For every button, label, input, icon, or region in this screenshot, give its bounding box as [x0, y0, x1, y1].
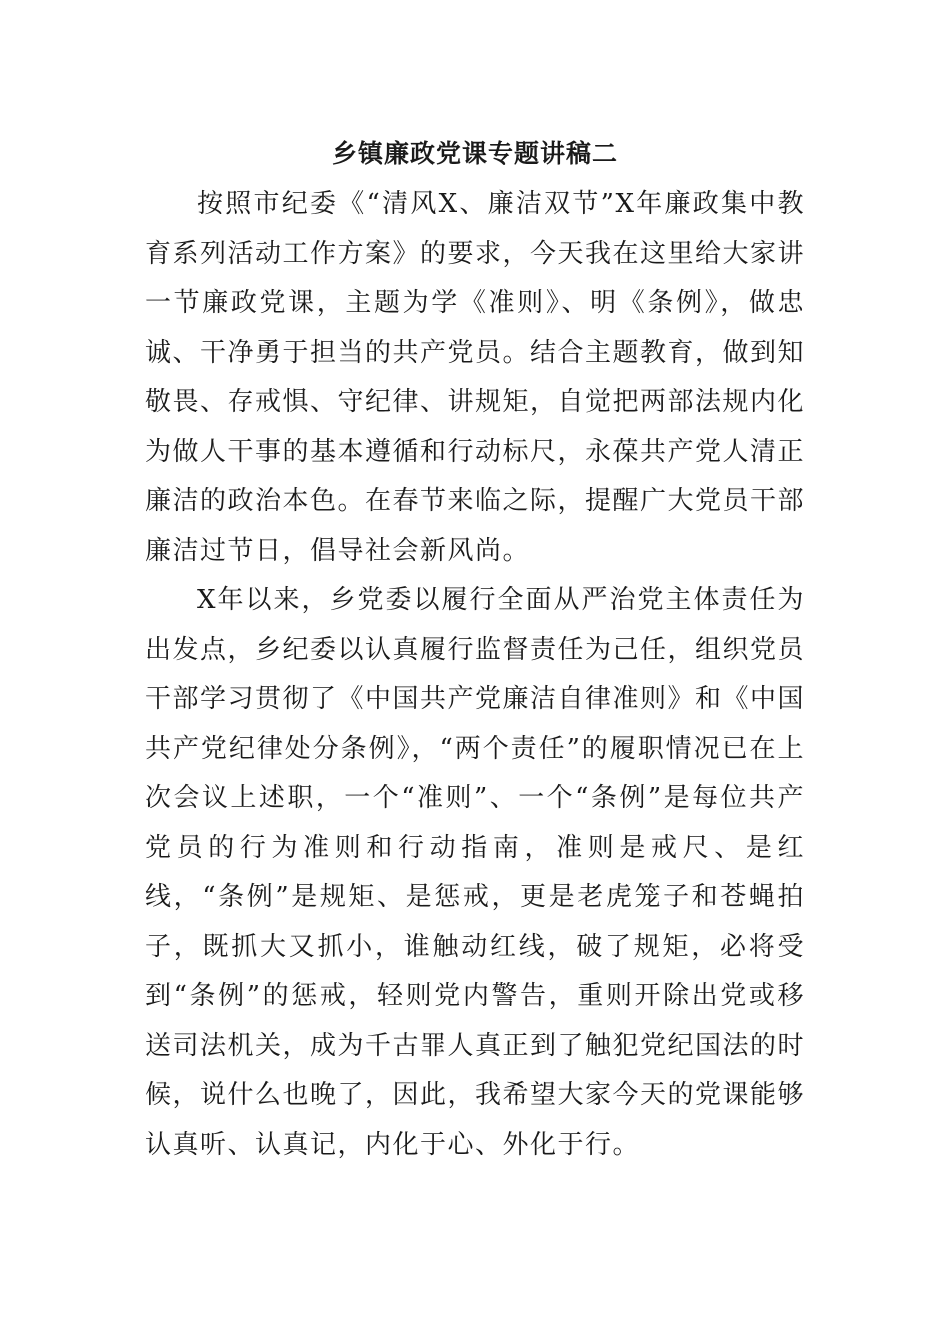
paragraph-1: 按照市纪委《“清风X、廉洁双节”X年廉政集中教育系列活动工作方案》的要求，今天我在这里给大家讲一节廉政党课，主题为学《准则》、明《条例》，做忠诚、干净勇于担当的共产党员。结合主题教育，做到知敬畏、存戒惧、守纪律、讲规矩，自觉把两部法规内化为做人干事的基本遵循和行动标尺，永葆共产党人清正廉洁的政治本色。在春节来临之际，提醒广大党员干部廉洁过节日，倡导社会新风尚。 [145, 189, 806, 566]
document-title: 乡镇廉政党课专题讲稿二 [331, 139, 618, 168]
paragraph-2: X年以来，乡党委以履行全面从严治党主体责任为出发点，乡纪委以认真履行监督责任为己任，组织党员干部学习贯彻了《中国共产党廉洁自律准则》和《中国共产党纪律处分条例》，“两个责任”的履职情况已在上次会议上述职，一个“准则”、一个“条例”是每位共产党员的行为准则和行动指南，准则是戒尺、是红线，“条例”是规矩、是惩戒，更是老虎笼子和苍蝇拍子，既抓大又抓小，谁触动红线，破了规矩，必将受到“条例”的惩戒，轻则党内警告，重则开除出党或移送司法机关，成为千古罪人真正到了触犯党纪国法的时候，说什么也晚了，因此，我希望大家今天的党课能够认真听、认真记，内化于心、外化于行。 [145, 585, 806, 1160]
document-body [145, 180, 805, 1170]
